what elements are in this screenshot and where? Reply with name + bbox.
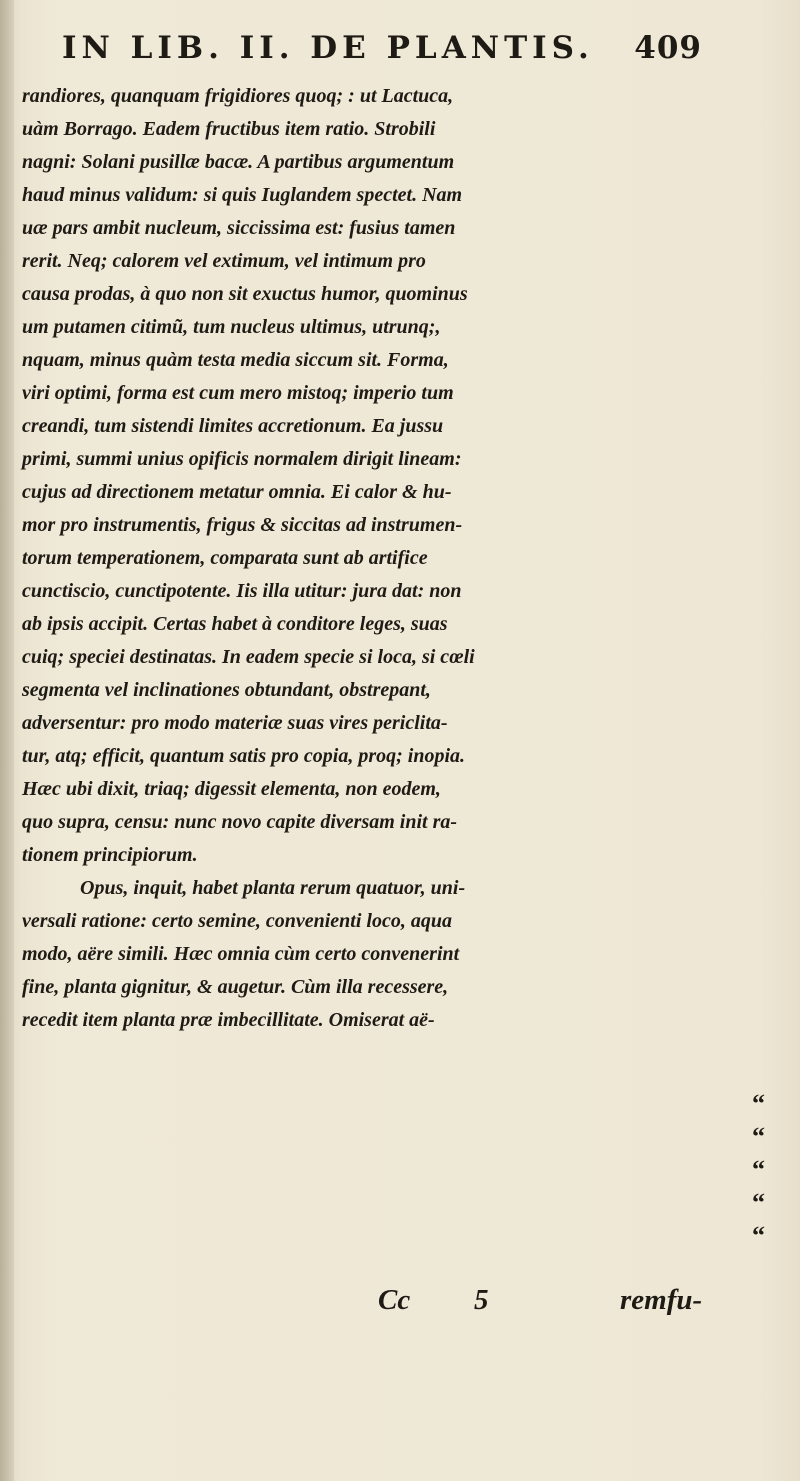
text-line: rerit. Neq; calorem vel extimum, vel intimum pro	[22, 250, 426, 272]
text-line: uàm Borrago. Eadem fructibus item ratio. Strobili	[22, 118, 436, 140]
page-number: 409	[634, 30, 702, 66]
text-line: recedit item planta præ imbecillitate. Omiserat aë-	[22, 1009, 435, 1031]
text-line: fine, planta gignitur, & augetur. Cùm illa recessere,	[22, 976, 449, 998]
text-line: modo, aëre simili. Hæc omnia cùm certo convenerint	[22, 943, 460, 965]
text-line: ab ipsis accipit. Certas habet à conditore leges, suas	[22, 613, 448, 635]
text-line: segmenta vel inclinationes obtundant, obstrepant,	[22, 679, 431, 701]
signature-mark: Cc	[378, 1284, 411, 1316]
quotation-mark: “	[752, 1221, 765, 1250]
text-line: tionem principiorum.	[22, 844, 198, 866]
text-line: uæ pars ambit nucleum, siccissima est: fusius tamen	[22, 217, 456, 239]
text-line: versali ratione: certo semine, convenienti loco, aqua	[22, 910, 452, 932]
page-gutter	[0, 0, 14, 1481]
signature-number: 5	[474, 1284, 489, 1316]
text-line: primi, summi unius opificis normalem dirigit lineam:	[22, 448, 462, 470]
quotation-mark: “	[752, 1155, 765, 1184]
text-line: quo supra, censu: nunc novo capite diversam init ra-	[22, 811, 458, 833]
quotation-mark: “	[752, 1089, 765, 1118]
text-line: causa prodas, à quo non sit exuctus humor, quominus	[22, 283, 468, 305]
text-line: tur, atq; efficit, quantum satis pro copia, proq; inopia.	[22, 745, 466, 767]
quotation-mark: “	[752, 1122, 765, 1151]
text-line: cunctiscio, cunctipotente. Iis illa utitur: jura dat: non	[22, 580, 462, 602]
header-title: IN LIB. II. DE PLANTIS.	[62, 30, 594, 66]
text-line: randiores, quanquam frigidiores quoq; : ut Lactuca,	[22, 85, 454, 107]
text-line: cujus ad directionem metatur omnia. Ei calor & hu-	[22, 481, 452, 503]
text-line: viri optimi, forma est cum mero mistoq; imperio tum	[22, 382, 454, 404]
text-line: Hæc ubi dixit, triaq; digessit elementa, non eodem,	[22, 778, 441, 800]
text-line: adversentur: pro modo materiæ suas vires periclita-	[22, 712, 448, 734]
catchword: remfu-	[620, 1284, 703, 1316]
running-header	[62, 30, 702, 76]
text-line: um putamen citimũ, tum nucleus ultimus, utrunq;,	[22, 316, 441, 338]
text-line: nagni: Solani pusillæ bacæ. A partibus argumentum	[22, 151, 455, 173]
body-text	[22, 80, 782, 1037]
text-line: haud minus validum: si quis Iuglandem spectet. Nam	[22, 184, 463, 206]
text-line: mor pro instrumentis, frigus & siccitas ad instrumen-	[22, 514, 463, 536]
text-line: Opus, inquit, habet planta rerum quatuor, uni-	[80, 877, 466, 899]
text-line: cuiq; speciei destinatas. In eadem specie si loca, si cœli	[22, 646, 475, 668]
text-line: nquam, minus quàm testa media siccum sit. Forma,	[22, 349, 449, 371]
quotation-mark: “	[752, 1188, 765, 1217]
text-line: torum temperationem, comparata sunt ab artifice	[22, 547, 428, 569]
text-line: creandi, tum sistendi limites accretionum. Ea jussu	[22, 415, 444, 437]
